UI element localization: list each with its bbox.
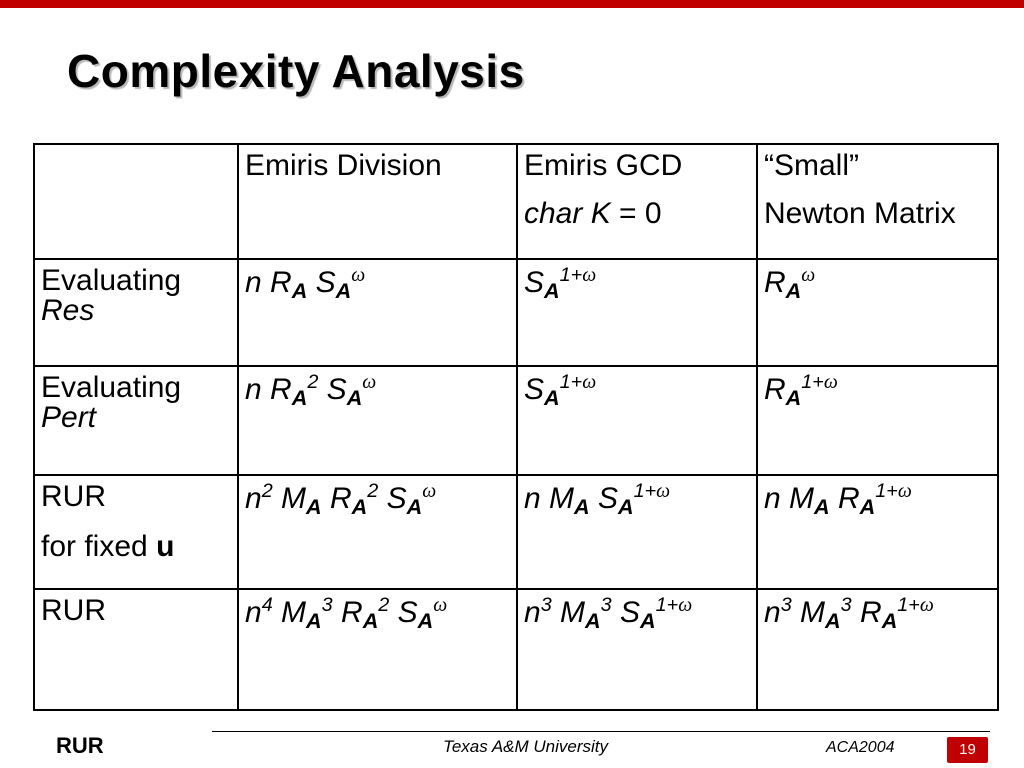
cell-pert-emiris-division: n $R_A^2$ $S_A^\omega$ xyxy=(238,366,517,475)
cell-pert-small-newton: $R_A^{1+\omega}$ xyxy=(757,366,998,475)
header-emiris-division: Emiris Division xyxy=(238,144,517,259)
slide-title: Complexity Analysis xyxy=(67,45,525,97)
row-label-rur-fixed-u: RUR for fixed u xyxy=(34,475,238,589)
cell-pert-emiris-gcd: $S_A^{1+\omega}$ xyxy=(517,366,757,475)
cell-res-emiris-gcd: $S_A^{1+\omega}$ xyxy=(517,259,757,366)
footer-divider xyxy=(212,731,990,732)
table-header-row xyxy=(34,144,998,259)
row-label-evaluating-res: Evaluating Res xyxy=(34,259,238,366)
table-corner-cell xyxy=(34,144,238,259)
table-row xyxy=(34,259,998,366)
cell-rur-emiris-gcd: $n^3$ $M_A^3$ $S_A^{1+\omega}$ xyxy=(517,589,757,710)
header-small-newton-matrix: “Small” Newton Matrix xyxy=(757,144,998,259)
footer-short-title: RUR xyxy=(56,733,104,758)
cell-rur-small-newton: $n^3$ $M_A^3$ $R_A^{1+\omega}$ xyxy=(757,589,998,710)
cell-rur-fixed-small-newton: n $M_A$ $R_A^{1+\omega}$ xyxy=(757,475,998,589)
cell-res-small-newton: $R_A^\omega$ xyxy=(757,259,998,366)
char-k-label: char K xyxy=(524,197,611,230)
row-label-evaluating-pert: Evaluating Pert xyxy=(34,366,238,475)
table-row xyxy=(34,366,998,475)
cell-rur-emiris-division: $n^4$ $M_A^3$ $R_A^2$ $S_A^\omega$ xyxy=(238,589,517,710)
row-label-rur: RUR xyxy=(34,589,238,710)
top-accent-bar xyxy=(0,0,1024,8)
complexity-table xyxy=(33,143,999,711)
page-number-badge: 19 xyxy=(947,737,988,763)
cell-rur-fixed-emiris-gcd: n $M_A$ $S_A^{1+\omega}$ xyxy=(517,475,757,589)
cell-rur-fixed-emiris-division: $n^2$ $M_A$ $R_A^2$ $S_A^\omega$ xyxy=(238,475,517,589)
cell-res-emiris-division: n $R_A$ $S_A^\omega$ xyxy=(238,259,517,366)
footer-institution: Texas A&M University xyxy=(443,737,609,756)
header-emiris-gcd: Emiris GCD char K = 0 xyxy=(517,144,757,259)
footer-conference: ACA2004 xyxy=(826,739,895,756)
table-row xyxy=(34,589,998,710)
table-row xyxy=(34,475,998,589)
